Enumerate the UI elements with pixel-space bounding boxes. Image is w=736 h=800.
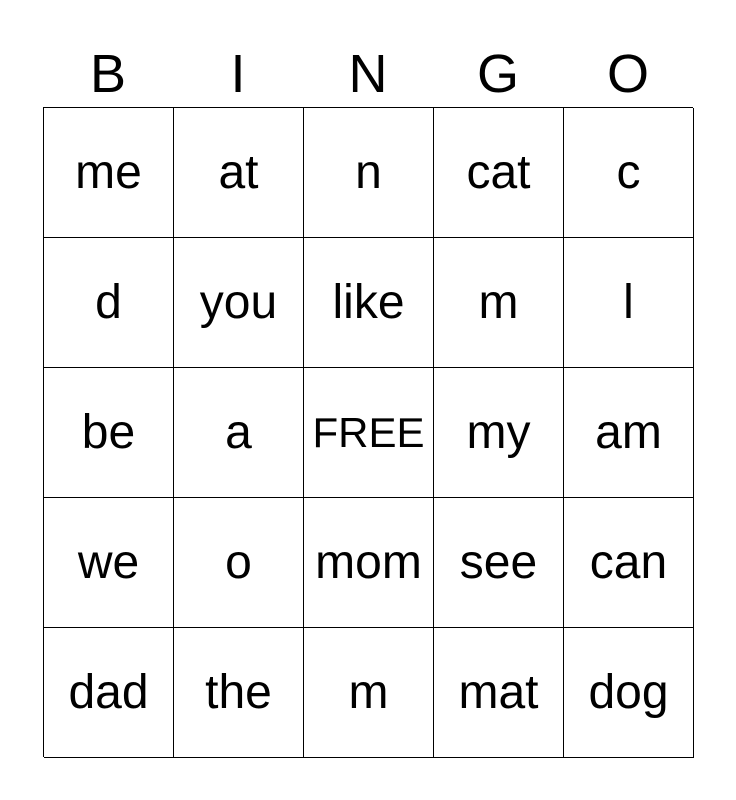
free-space-cell[interactable]: FREE xyxy=(304,368,434,498)
bingo-cell[interactable]: be xyxy=(44,368,174,498)
header-letter-i: I xyxy=(230,44,246,104)
bingo-cell[interactable]: d xyxy=(44,238,174,368)
bingo-cell[interactable]: dog xyxy=(564,628,694,758)
bingo-cell[interactable]: m xyxy=(434,238,564,368)
bingo-cell[interactable]: you xyxy=(174,238,304,368)
bingo-cell[interactable]: a xyxy=(174,368,304,498)
bingo-card xyxy=(43,107,693,757)
bingo-cell[interactable]: like xyxy=(304,238,434,368)
bingo-cell[interactable]: can xyxy=(564,498,694,628)
bingo-cell[interactable]: c xyxy=(564,108,694,238)
header-letter-n: N xyxy=(348,44,388,104)
header-letter-b: B xyxy=(89,44,127,104)
bingo-cell[interactable]: we xyxy=(44,498,174,628)
header-letter-g: G xyxy=(476,44,519,104)
bingo-cell[interactable]: m xyxy=(304,628,434,758)
bingo-cell[interactable]: cat xyxy=(434,108,564,238)
header-letter-o: O xyxy=(606,44,649,104)
bingo-cell[interactable]: see xyxy=(434,498,564,628)
bingo-cell[interactable]: n xyxy=(304,108,434,238)
bingo-cell[interactable]: me xyxy=(44,108,174,238)
bingo-cell[interactable]: the xyxy=(174,628,304,758)
bingo-cell[interactable]: l xyxy=(564,238,694,368)
bingo-cell[interactable]: o xyxy=(174,498,304,628)
bingo-header xyxy=(43,40,693,108)
bingo-cell[interactable]: mom xyxy=(304,498,434,628)
bingo-cell[interactable]: mat xyxy=(434,628,564,758)
bingo-cell[interactable]: am xyxy=(564,368,694,498)
bingo-cell[interactable]: at xyxy=(174,108,304,238)
bingo-cell[interactable]: dad xyxy=(44,628,174,758)
bingo-cell[interactable]: my xyxy=(434,368,564,498)
